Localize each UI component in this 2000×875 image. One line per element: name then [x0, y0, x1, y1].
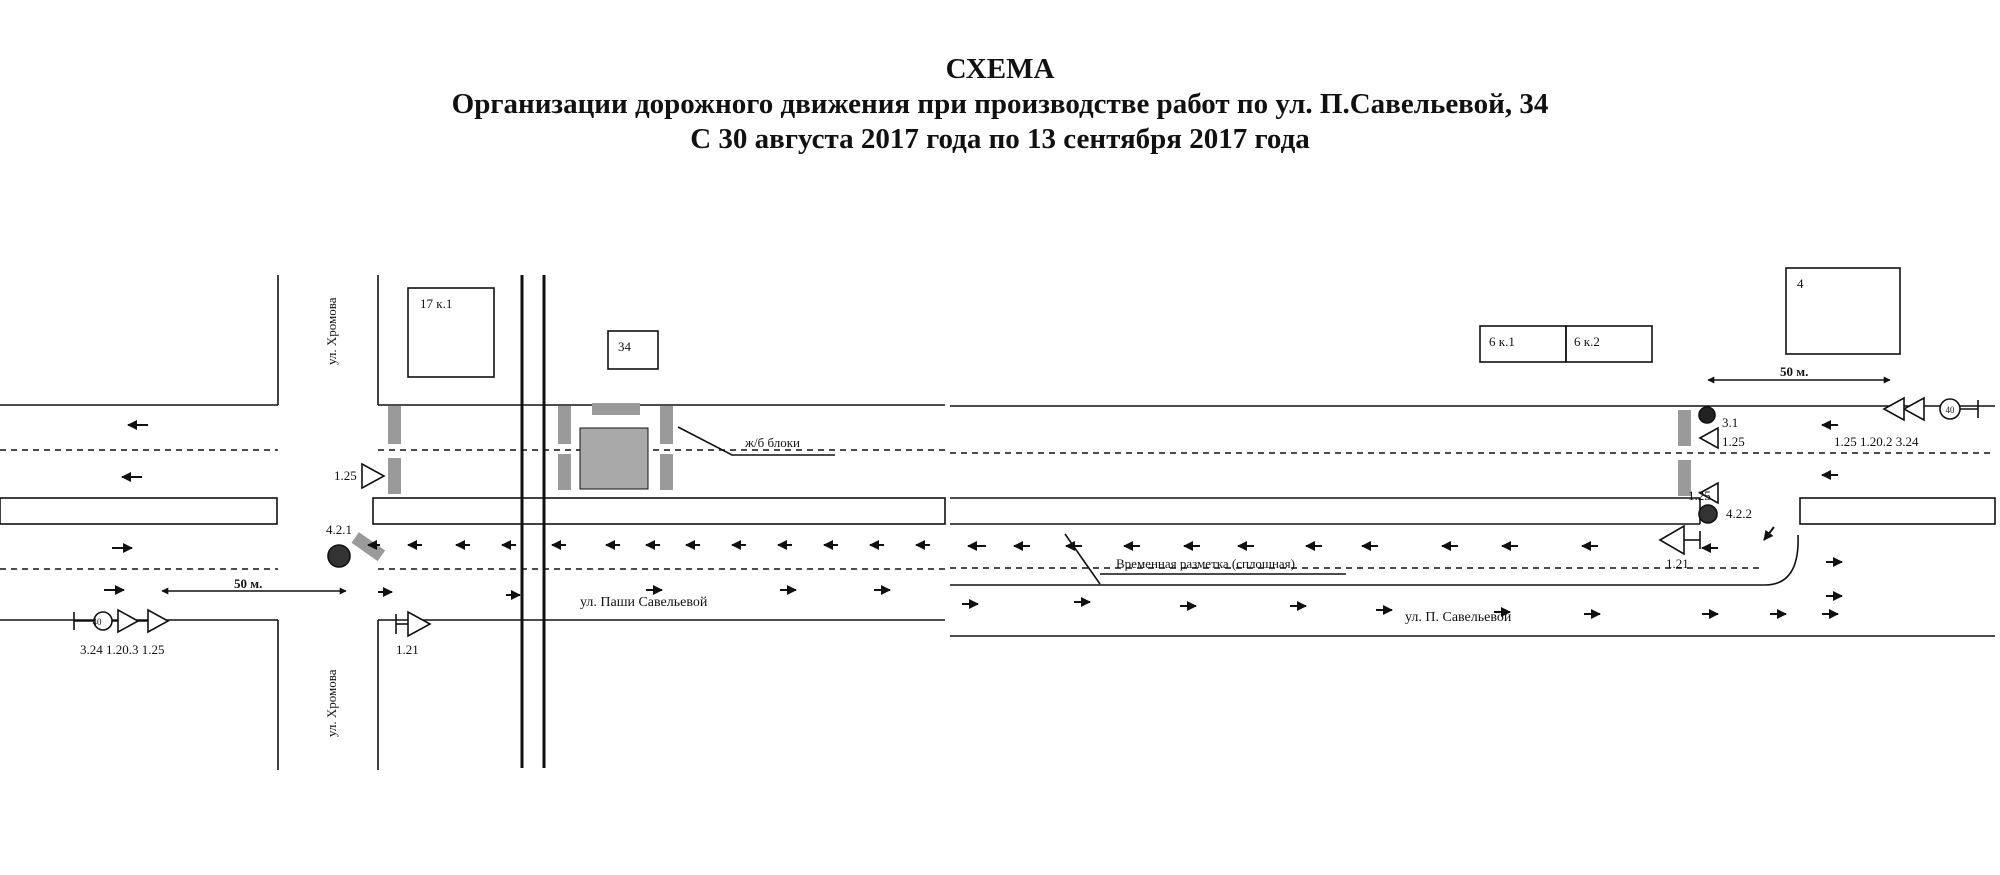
right-panel — [950, 268, 1995, 636]
lane-arrow — [1764, 527, 1774, 540]
barrier-block — [558, 406, 571, 444]
blocks-label: ж/б блоки — [745, 435, 801, 450]
work-pit — [580, 428, 648, 489]
warning-sign-icon — [148, 610, 168, 632]
median-far-right — [1800, 498, 1995, 524]
building-label: 6 к.2 — [1574, 334, 1600, 349]
speed-limit-value: 40 — [1945, 405, 1955, 415]
distance-label: 50 м. — [234, 576, 263, 591]
building-label: 6 к.1 — [1489, 334, 1515, 349]
barrier-block — [558, 454, 571, 490]
scheme-subtitle: Организации дорожного движения при производстве работ по ул. П.Савельевой, 34 — [451, 88, 1549, 120]
left-panel — [0, 275, 945, 770]
scheme-dates: С 30 августа 2017 года по 13 сентября 2017 года — [690, 123, 1310, 155]
sign-group-right — [1660, 398, 1978, 554]
street-label-pashi-savelyevoy: ул. Паши Савельевой — [580, 595, 708, 610]
sign-label: 1.25 — [1722, 434, 1745, 449]
sign-label: 1.25 — [334, 468, 357, 483]
median-left — [0, 498, 277, 524]
scheme-title: СХЕМА — [945, 53, 1055, 85]
barrier-block — [660, 454, 673, 490]
distance-label: 50 м. — [1780, 364, 1809, 379]
barrier-block — [1678, 410, 1691, 446]
sign-label: 1.25 1.20.2 3.24 — [1834, 434, 1919, 449]
speed-limit-value: 40 — [92, 617, 102, 627]
warning-sign-icon — [362, 464, 384, 488]
street-label-khromova: ул. Хромова — [324, 669, 339, 737]
warning-sign-icon — [1700, 428, 1718, 448]
sign-label: 1.25 — [1688, 488, 1711, 503]
street-label-khromova: ул. Хромова — [324, 297, 339, 365]
building-label: 17 к.1 — [420, 296, 453, 311]
barrier-block — [660, 406, 673, 444]
barrier-block — [388, 406, 401, 444]
keep-right-sign-icon — [328, 545, 350, 567]
warning-sign-icon — [1884, 398, 1904, 420]
sign-label: 4.2.1 — [326, 522, 352, 537]
building-34 — [608, 331, 658, 369]
warning-sign-icon — [1904, 398, 1924, 420]
warning-sign-icon — [118, 610, 138, 632]
sign-label: 1.21 — [1666, 556, 1689, 571]
no-entry-sign-icon — [1699, 407, 1715, 423]
building-label: 4 — [1797, 276, 1804, 291]
barrier-block — [351, 532, 385, 561]
keep-left-sign-icon — [1699, 505, 1717, 523]
sign-label: 1.21 — [396, 642, 419, 657]
temp-marking-leader — [1065, 534, 1100, 584]
sign-label: 3.1 — [1722, 415, 1739, 430]
street-label-p-savelyevoy: ул. П. Савельевой — [1405, 610, 1512, 625]
building-label: 34 — [618, 339, 631, 354]
left-lane-arrows — [104, 425, 930, 595]
sign-label: 3.24 1.20.3 1.25 — [80, 642, 165, 657]
warning-sign-icon — [1660, 526, 1684, 554]
barrier-block — [388, 458, 401, 494]
work-zone — [351, 403, 673, 561]
barrier-block — [592, 403, 640, 415]
median-mid — [373, 498, 945, 524]
temp-marking-label: Временная разметка (сплошная) — [1116, 556, 1295, 571]
sign-label: 4.2.2 — [1726, 506, 1752, 521]
warning-sign-icon — [408, 612, 430, 636]
